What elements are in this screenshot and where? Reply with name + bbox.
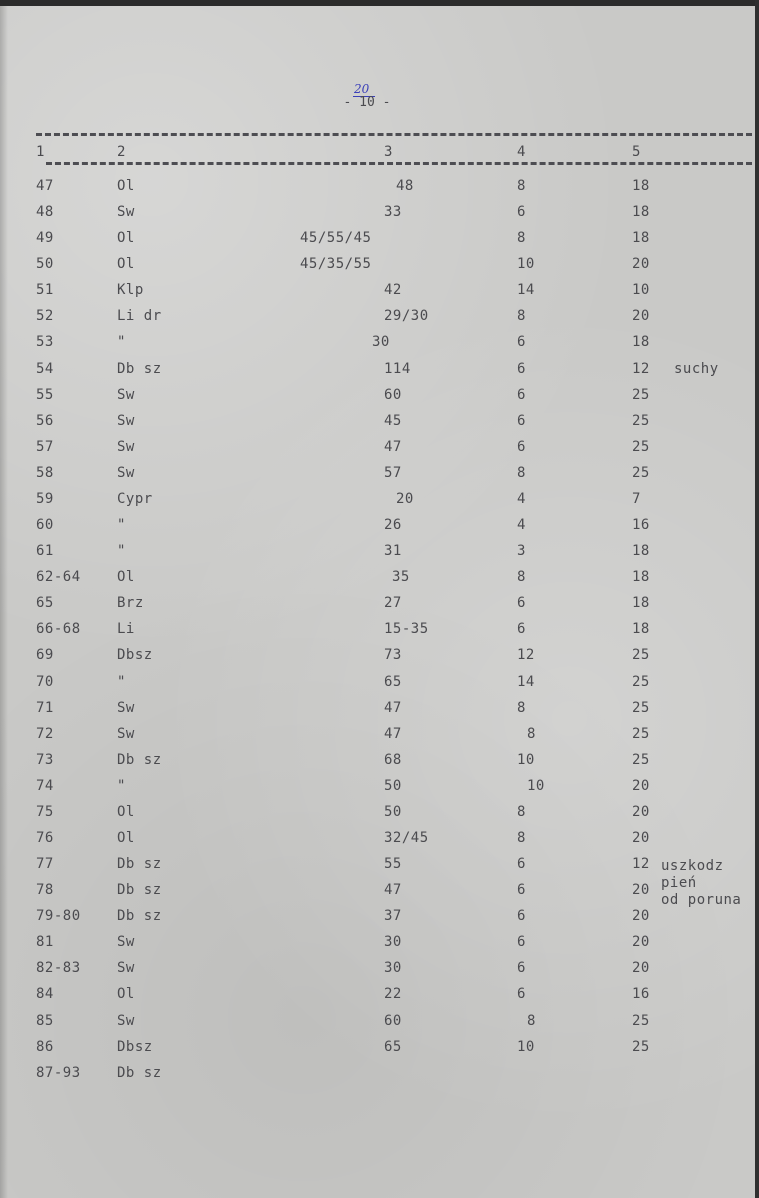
cell-col-4: 14 [517, 282, 535, 298]
cell-col-4: 6 [517, 986, 526, 1002]
cell-col-5: 16 [632, 986, 650, 1002]
cell-col-3: 47 [384, 726, 402, 742]
cell-col-1: 74 [36, 778, 54, 794]
cell-col-1: 81 [36, 934, 54, 950]
cell-col-2: Ol [117, 230, 135, 246]
cell-col-1: 82-83 [36, 960, 81, 976]
cell-col-2: Sw [117, 960, 135, 976]
cell-col-2: Ol [117, 804, 135, 820]
cell-col-5: 20 [632, 308, 650, 324]
cell-col-5: 18 [632, 334, 650, 350]
cell-col-3: 45/35/55 [300, 256, 372, 272]
cell-col-2: Sw [117, 1013, 135, 1029]
cell-col-2: " [117, 517, 126, 533]
cell-col-5: 25 [632, 1039, 650, 1055]
cell-col-4: 6 [517, 621, 526, 637]
cell-col-3: 60 [384, 1013, 402, 1029]
side-note-line-3: od poruna [661, 892, 742, 908]
cell-col-5: 20 [632, 934, 650, 950]
cell-col-2: Dbsz [117, 647, 153, 663]
cell-col-4: 6 [517, 204, 526, 220]
cell-col-2: Ol [117, 830, 135, 846]
cell-col-5: 20 [632, 778, 650, 794]
cell-col-2: " [117, 778, 126, 794]
scan-top-edge [0, 0, 759, 6]
cell-col-5: 12 [632, 856, 650, 872]
cell-col-2: Ol [117, 569, 135, 585]
cell-col-1: 84 [36, 986, 54, 1002]
cell-col-4: 6 [517, 361, 526, 377]
cell-col-5: 18 [632, 595, 650, 611]
cell-col-3: 32/45 [384, 830, 429, 846]
cell-col-2: " [117, 334, 126, 350]
cell-col-1: 55 [36, 387, 54, 403]
cell-col-3: 57 [384, 465, 402, 481]
cell-col-4: 6 [517, 882, 526, 898]
cell-col-4: 8 [517, 178, 526, 194]
cell-col-4: 10 [527, 778, 545, 794]
cell-col-2: Db sz [117, 882, 162, 898]
cell-col-2: Ol [117, 256, 135, 272]
cell-col-4: 6 [517, 387, 526, 403]
cell-col-4: 10 [517, 752, 535, 768]
cell-col-5: 10 [632, 282, 650, 298]
cell-col-4: 6 [517, 595, 526, 611]
cell-col-5: 7 [632, 491, 641, 507]
cell-col-5: 16 [632, 517, 650, 533]
cell-col-1: 61 [36, 543, 54, 559]
cell-col-3: 65 [384, 674, 402, 690]
header-rule-bottom [46, 162, 752, 165]
cell-col-1: 72 [36, 726, 54, 742]
cell-col-2: Sw [117, 726, 135, 742]
cell-col-4: 3 [517, 543, 526, 559]
cell-col-4: 8 [517, 230, 526, 246]
cell-col-5: 25 [632, 647, 650, 663]
cell-col-3: 22 [384, 986, 402, 1002]
cell-col-1: 78 [36, 882, 54, 898]
typed-page-number: - 10 - [343, 95, 391, 110]
cell-col-5: 20 [632, 256, 650, 272]
cell-col-4: 6 [517, 960, 526, 976]
page-number [334, 82, 400, 114]
cell-col-2: Li dr [117, 308, 162, 324]
cell-col-2: Db sz [117, 752, 162, 768]
cell-col-1: 47 [36, 178, 54, 194]
header-rule-top [36, 133, 752, 136]
cell-col-3: 114 [384, 361, 411, 377]
cell-col-5: 18 [632, 569, 650, 585]
cell-col-2: Li [117, 621, 135, 637]
cell-col-3: 50 [384, 778, 402, 794]
cell-col-3: 65 [384, 1039, 402, 1055]
cell-col-3: 29/30 [384, 308, 429, 324]
cell-col-3: 45 [384, 413, 402, 429]
handwritten-page-number: 20 [354, 82, 370, 96]
cell-col-3: 60 [384, 387, 402, 403]
cell-col-4: 4 [517, 517, 526, 533]
cell-col-2: Sw [117, 413, 135, 429]
cell-col-5: 18 [632, 621, 650, 637]
cell-col-1: 69 [36, 647, 54, 663]
cell-col-2: Klp [117, 282, 144, 298]
cell-col-1: 53 [36, 334, 54, 350]
cell-col-2: Db sz [117, 361, 162, 377]
cell-col-4: 6 [517, 934, 526, 950]
cell-col-1: 57 [36, 439, 54, 455]
cell-col-1: 75 [36, 804, 54, 820]
cell-col-3: 45/55/45 [300, 230, 372, 246]
cell-col-3: 30 [372, 334, 390, 350]
cell-col-3: 15-35 [384, 621, 429, 637]
cell-col-1: 62-64 [36, 569, 81, 585]
cell-col-3: 42 [384, 282, 402, 298]
cell-col-1: 73 [36, 752, 54, 768]
cell-col-4: 14 [517, 674, 535, 690]
cell-col-1: 77 [36, 856, 54, 872]
cell-col-2: Ol [117, 986, 135, 1002]
cell-col-2: Db sz [117, 908, 162, 924]
cell-col-1: 59 [36, 491, 54, 507]
cell-col-4: 8 [517, 308, 526, 324]
cell-col-4: 6 [517, 413, 526, 429]
cell-col-5: 25 [632, 413, 650, 429]
cell-col-5: 25 [632, 387, 650, 403]
cell-col-1: 71 [36, 700, 54, 716]
cell-col-3: 30 [384, 934, 402, 950]
cell-col-1: 50 [36, 256, 54, 272]
header-col-2: 2 [117, 144, 126, 160]
cell-col-1: 56 [36, 413, 54, 429]
cell-col-5: 12 [632, 361, 650, 377]
cell-col-2: Dbsz [117, 1039, 153, 1055]
cell-col-3: 50 [384, 804, 402, 820]
cell-col-4: 8 [517, 700, 526, 716]
cell-col-2: Cypr [117, 491, 153, 507]
cell-col-1: 49 [36, 230, 54, 246]
cell-col-4: 8 [517, 804, 526, 820]
cell-col-3: 20 [396, 491, 414, 507]
cell-col-1: 54 [36, 361, 54, 377]
cell-col-1: 79-80 [36, 908, 81, 924]
header-col-5: 5 [632, 144, 641, 160]
cell-col-2: Sw [117, 465, 135, 481]
cell-col-3: 30 [384, 960, 402, 976]
cell-col-1: 60 [36, 517, 54, 533]
cell-col-1: 85 [36, 1013, 54, 1029]
cell-col-1: 51 [36, 282, 54, 298]
scan-right-edge [755, 0, 759, 1198]
cell-col-5: 20 [632, 830, 650, 846]
cell-col-2: Sw [117, 387, 135, 403]
cell-col-1: 52 [36, 308, 54, 324]
cell-col-1: 87-93 [36, 1065, 81, 1081]
cell-col-3: 47 [384, 882, 402, 898]
cell-col-2: " [117, 543, 126, 559]
cell-col-2: Db sz [117, 1065, 162, 1081]
cell-col-5: 20 [632, 960, 650, 976]
cell-col-4: 6 [517, 856, 526, 872]
cell-col-4: 12 [517, 647, 535, 663]
row-note: suchy [674, 361, 719, 377]
cell-col-4: 6 [517, 334, 526, 350]
cell-col-3: 47 [384, 439, 402, 455]
cell-col-1: 66-68 [36, 621, 81, 637]
header-col-4: 4 [517, 144, 526, 160]
header-col-1: 1 [36, 144, 45, 160]
cell-col-4: 8 [527, 726, 536, 742]
cell-col-3: 48 [396, 178, 414, 194]
cell-col-5: 25 [632, 726, 650, 742]
cell-col-5: 25 [632, 439, 650, 455]
side-note-line-1: uszkodz [661, 858, 724, 874]
cell-col-2: Sw [117, 700, 135, 716]
cell-col-1: 76 [36, 830, 54, 846]
cell-col-5: 25 [632, 465, 650, 481]
cell-col-4: 10 [517, 1039, 535, 1055]
cell-col-5: 25 [632, 674, 650, 690]
cell-col-3: 35 [392, 569, 410, 585]
cell-col-2: Sw [117, 204, 135, 220]
cell-col-1: 70 [36, 674, 54, 690]
cell-col-4: 10 [517, 256, 535, 272]
cell-col-5: 25 [632, 700, 650, 716]
cell-col-4: 8 [517, 465, 526, 481]
cell-col-1: 65 [36, 595, 54, 611]
cell-col-3: 47 [384, 700, 402, 716]
cell-col-5: 20 [632, 804, 650, 820]
cell-col-5: 18 [632, 204, 650, 220]
cell-col-5: 20 [632, 882, 650, 898]
cell-col-3: 26 [384, 517, 402, 533]
cell-col-3: 33 [384, 204, 402, 220]
cell-col-4: 4 [517, 491, 526, 507]
cell-col-3: 68 [384, 752, 402, 768]
cell-col-5: 25 [632, 1013, 650, 1029]
cell-col-5: 18 [632, 178, 650, 194]
cell-col-3: 37 [384, 908, 402, 924]
cell-col-5: 25 [632, 752, 650, 768]
cell-col-2: Ol [117, 178, 135, 194]
cell-col-4: 8 [517, 569, 526, 585]
cell-col-2: Sw [117, 439, 135, 455]
cell-col-3: 55 [384, 856, 402, 872]
cell-col-4: 8 [527, 1013, 536, 1029]
cell-col-4: 6 [517, 439, 526, 455]
cell-col-1: 86 [36, 1039, 54, 1055]
cell-col-1: 58 [36, 465, 54, 481]
page-edge-shadow [0, 0, 8, 1198]
cell-col-2: Brz [117, 595, 144, 611]
cell-col-4: 8 [517, 830, 526, 846]
cell-col-3: 73 [384, 647, 402, 663]
cell-col-5: 20 [632, 908, 650, 924]
cell-col-2: Sw [117, 934, 135, 950]
header-col-3: 3 [384, 144, 393, 160]
cell-col-5: 18 [632, 230, 650, 246]
cell-col-3: 27 [384, 595, 402, 611]
cell-col-2: Db sz [117, 856, 162, 872]
cell-col-4: 6 [517, 908, 526, 924]
cell-col-5: 18 [632, 543, 650, 559]
cell-col-3: 31 [384, 543, 402, 559]
side-note-line-2: pień [661, 875, 697, 891]
cell-col-2: " [117, 674, 126, 690]
cell-col-1: 48 [36, 204, 54, 220]
